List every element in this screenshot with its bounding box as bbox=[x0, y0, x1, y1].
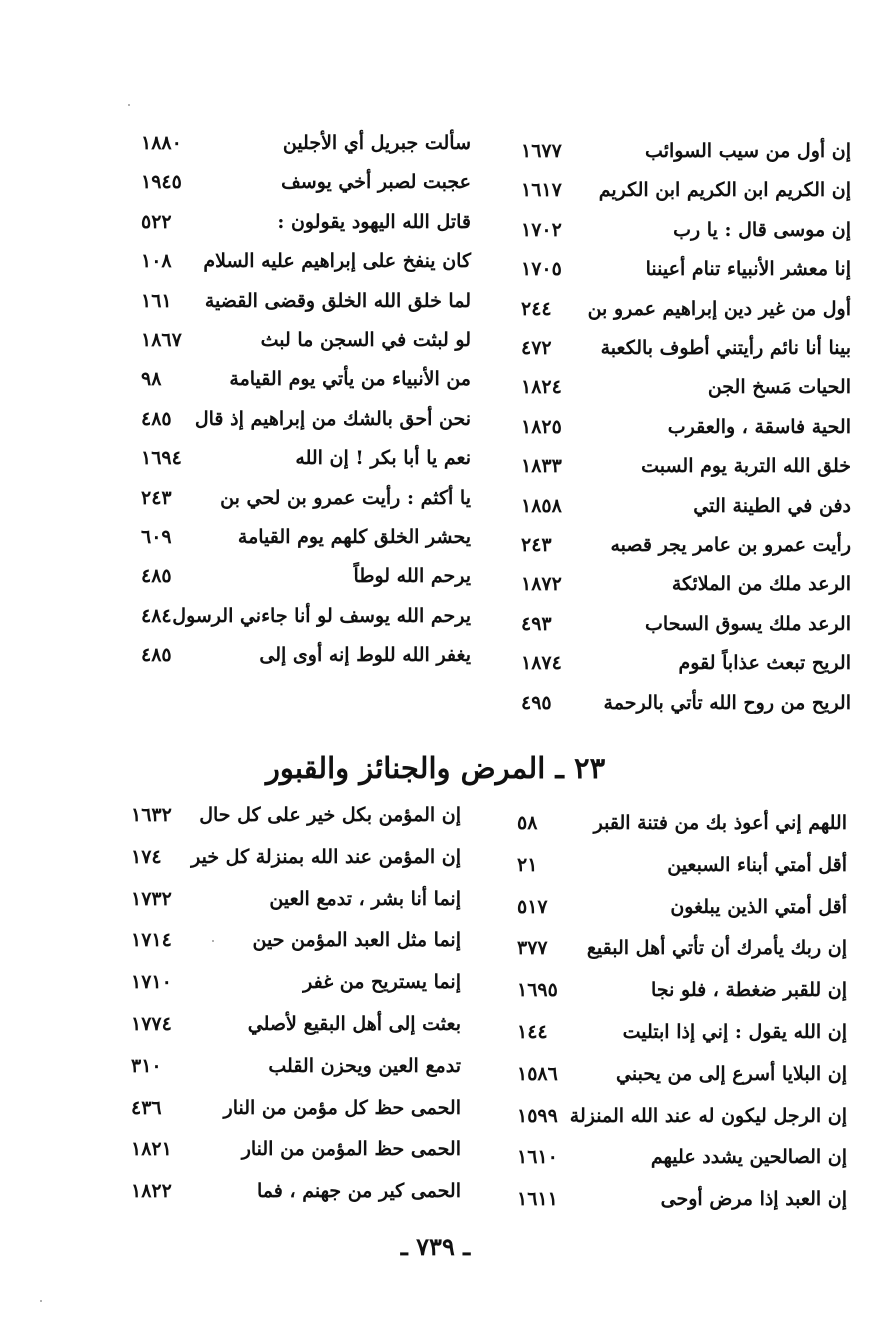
entry-number: ١٧٤ bbox=[131, 845, 162, 868]
entry-number: ١٧٠٥ bbox=[521, 258, 562, 281]
entry-text: إن البلايا أسرع إلى من يحبني bbox=[616, 1062, 847, 1085]
entry-number: ١٦٧٧ bbox=[521, 140, 562, 162]
index-entry bbox=[517, 1101, 847, 1131]
index-entry bbox=[141, 246, 471, 276]
entry-number: ٩٨ bbox=[141, 368, 162, 391]
index-entry bbox=[141, 601, 471, 631]
index-entry bbox=[141, 522, 471, 552]
entry-text: تدمع العين ويحزن القلب bbox=[268, 1054, 461, 1077]
entry-number: ٤٨٤ bbox=[141, 604, 172, 627]
section-heading: ٢٣ ـ المرض والجنائز والقبور bbox=[265, 751, 606, 785]
entry-text: إن الرجل ليكون له عند الله المنزلة bbox=[569, 1104, 847, 1127]
entry-number: ١٦١٠ bbox=[517, 1146, 558, 1169]
entry-number: ١٦٣٢ bbox=[131, 804, 172, 826]
entry-text: أقل أمتي الذين يبلغون bbox=[670, 895, 847, 918]
index-entry bbox=[131, 925, 461, 955]
index-entry bbox=[521, 569, 851, 599]
entry-number: ١٨٦٧ bbox=[141, 329, 182, 351]
entry-number: ٣١٠ bbox=[131, 1054, 162, 1077]
index-entry bbox=[141, 325, 471, 355]
entry-text: إنا معشر الأنبياء تنام أعيننا bbox=[645, 258, 851, 281]
entry-number: ١٤٤ bbox=[517, 1021, 548, 1043]
entry-text: نحن أحق بالشك من إبراهيم إذ قال bbox=[194, 407, 471, 430]
entry-text: الريح من روح الله تأتي بالرحمة bbox=[603, 691, 851, 714]
index-entry bbox=[141, 483, 471, 513]
entry-text: إن الكريم ابن الكريم ابن الكريم bbox=[598, 179, 851, 202]
entry-number: ١٨٧٢ bbox=[521, 573, 562, 596]
entry-text: الرعد ملك يسوق السحاب bbox=[645, 612, 851, 635]
entry-number: ٤٨٥ bbox=[141, 565, 172, 588]
index-entry bbox=[521, 333, 851, 363]
entry-text: لما خلق الله الخلق وقضى القضية bbox=[204, 289, 471, 312]
entry-text: نعم يا أبا بكر ! إن الله bbox=[295, 447, 471, 470]
index-entry bbox=[517, 850, 847, 880]
entry-text: بعثت إلى أهل البقيع لأصلي bbox=[247, 1013, 461, 1035]
index-entry bbox=[131, 1009, 461, 1039]
entry-text: إن الصالحين يشدد عليهم bbox=[650, 1146, 847, 1169]
index-entry bbox=[521, 254, 851, 284]
entry-text: إن المؤمن عند الله بمنزلة كل خير bbox=[191, 845, 461, 868]
entry-number: ١٩٤٥ bbox=[141, 171, 182, 194]
entry-text: الحيات مَسخ الجن bbox=[707, 376, 851, 399]
index-entry bbox=[131, 842, 461, 872]
index-entry bbox=[517, 892, 847, 922]
entry-text: كان ينفخ على إبراهيم عليه السلام bbox=[203, 250, 471, 273]
index-entry bbox=[517, 1059, 847, 1089]
entry-number: ١٨٢٢ bbox=[131, 1180, 172, 1203]
index-entry bbox=[517, 1142, 847, 1172]
entry-text: إنما مثل العبد المؤمن حين bbox=[252, 929, 461, 952]
entry-text: إن أول من سيب السوائب bbox=[645, 140, 851, 162]
scan-speck bbox=[212, 940, 214, 942]
entry-number: ١٨٣٣ bbox=[521, 455, 562, 478]
index-entry bbox=[521, 451, 851, 481]
entry-number: ٦٠٩ bbox=[141, 526, 172, 548]
entry-number: ٤٨٥ bbox=[141, 644, 172, 667]
entry-number: ١٦١١ bbox=[517, 1188, 558, 1211]
index-entry bbox=[521, 530, 851, 560]
entry-text: دفن في الطينة التي bbox=[693, 494, 851, 517]
entry-text: إن المؤمن بكل خير على كل حال bbox=[199, 804, 461, 826]
index-entry bbox=[521, 175, 851, 205]
entry-number: ١٦٩٥ bbox=[517, 979, 558, 1002]
index-entry bbox=[141, 404, 471, 434]
entry-text: إنما أنا بشر ، تدمع العين bbox=[269, 887, 461, 910]
entry-text: يا أكثم : رأيت عمرو بن لحي بن bbox=[220, 486, 471, 509]
entry-number: ١٦١ bbox=[141, 289, 172, 312]
index-entry bbox=[521, 491, 851, 521]
index-entry bbox=[131, 884, 461, 914]
entry-text: من الأنبياء من يأتي يوم القيامة bbox=[229, 368, 471, 391]
entry-text: إن العبد إذا مرض أوحى bbox=[660, 1188, 847, 1211]
index-entry bbox=[521, 688, 851, 718]
index-entry bbox=[131, 1051, 461, 1081]
entry-number: ٢٤٣ bbox=[141, 486, 172, 509]
index-entry bbox=[131, 800, 461, 830]
entry-text: يرحم الله لوطاً bbox=[353, 565, 471, 588]
entry-number: ١٥٨٦ bbox=[517, 1062, 558, 1085]
entry-text: عجبت لصبر أخي يوسف bbox=[281, 171, 471, 194]
entry-number: ٥٨ bbox=[517, 812, 538, 834]
index-entry bbox=[521, 215, 851, 245]
entry-number: ٤٣٦ bbox=[131, 1096, 162, 1119]
entry-number: ١٥٩٩ bbox=[517, 1104, 558, 1127]
entry-text: أقل أمتي أبناء السبعين bbox=[667, 853, 847, 876]
index-entry bbox=[517, 975, 847, 1005]
index-entry bbox=[131, 1134, 461, 1164]
index-entry bbox=[521, 609, 851, 639]
entry-number: ١٧١٤ bbox=[131, 929, 172, 952]
entry-text: اللهم إني أعوذ بك من فتنة القبر bbox=[593, 812, 847, 834]
entry-text: سألت جبريل أي الأجلين bbox=[282, 132, 471, 154]
entry-number: ١٦٩٤ bbox=[141, 447, 182, 470]
index-entry bbox=[141, 561, 471, 591]
index-entry bbox=[517, 933, 847, 963]
index-entry bbox=[517, 1184, 847, 1214]
index-entry bbox=[521, 648, 851, 678]
entry-number: ٣٧٧ bbox=[517, 937, 548, 960]
entry-number: ١٠٨ bbox=[141, 250, 172, 273]
entry-text: لو لبثت في السجن ما لبث bbox=[260, 329, 471, 351]
entry-number: ٢١ bbox=[517, 853, 538, 876]
entry-text: يغفر الله للوط إنه أوى إلى bbox=[259, 644, 471, 667]
entry-text: أول من غير دين إبراهيم عمرو بن bbox=[587, 297, 851, 320]
entry-number: ٥١٧ bbox=[517, 895, 548, 918]
entry-number: ١٨٧٤ bbox=[521, 652, 562, 675]
entry-number: ٤٩٣ bbox=[521, 612, 552, 635]
entry-text: الحمى حظ المؤمن من النار bbox=[241, 1138, 461, 1161]
entry-text: إن ربك يأمرك أن تأتي أهل البقيع bbox=[586, 937, 847, 960]
index-entry bbox=[131, 1176, 461, 1206]
entry-text: الحية فاسقة ، والعقرب bbox=[667, 415, 851, 438]
entry-number: ٤٨٥ bbox=[141, 407, 172, 430]
index-entry bbox=[141, 286, 471, 316]
entry-text: إن الله يقول : إني إذا ابتليت bbox=[622, 1021, 847, 1043]
index-entry bbox=[141, 364, 471, 394]
index-entry bbox=[141, 167, 471, 197]
entry-text: إن موسى قال : يا رب bbox=[673, 218, 851, 241]
entry-text: خلق الله التربة يوم السبت bbox=[641, 455, 851, 478]
entry-text: الحمى حظ كل مؤمن من النار bbox=[223, 1096, 461, 1119]
entry-number: ٥٢٢ bbox=[141, 210, 172, 233]
entry-number: ١٨٥٨ bbox=[521, 494, 562, 517]
entry-number: ٤٩٥ bbox=[521, 691, 552, 714]
index-entry bbox=[141, 640, 471, 670]
entry-text: بينا أنا نائم رأيتني أطوف بالكعبة bbox=[600, 337, 851, 359]
index-entry bbox=[141, 443, 471, 473]
index-entry bbox=[141, 207, 471, 237]
entry-text: يرحم الله يوسف لو أنا جاءني الرسول bbox=[172, 604, 471, 627]
entry-text: قاتل الله اليهود يقولون : bbox=[277, 210, 471, 233]
entry-number: ١٧٣٢ bbox=[131, 887, 172, 910]
index-entry bbox=[131, 967, 461, 997]
index-entry bbox=[521, 294, 851, 324]
index-entry bbox=[141, 128, 471, 158]
page-number: ـ ٧٣٩ ـ bbox=[400, 1232, 471, 1261]
entry-text: الرعد ملك من الملائكة bbox=[671, 573, 851, 596]
index-entry bbox=[517, 1017, 847, 1047]
entry-number: ١٧٠٢ bbox=[521, 218, 562, 241]
scan-speck bbox=[40, 1300, 42, 1302]
entry-text: الحمى كير من جهنم ، فما bbox=[257, 1180, 461, 1203]
index-entry bbox=[521, 136, 851, 166]
entry-number: ١٦١٧ bbox=[521, 179, 562, 202]
entry-text: يحشر الخلق كلهم يوم القيامة bbox=[237, 526, 471, 548]
entry-text: الريح تبعث عذاباً لقوم bbox=[678, 652, 851, 675]
entry-number: ٤٧٢ bbox=[521, 337, 552, 359]
entry-number: ١٨٨٠ bbox=[141, 132, 182, 154]
entry-number: ١٨٢١ bbox=[131, 1138, 172, 1161]
entry-number: ٢٤٤ bbox=[521, 297, 552, 320]
index-entry bbox=[521, 372, 851, 402]
index-entry bbox=[131, 1093, 461, 1123]
entry-text: إنما يستريح من غفر bbox=[303, 971, 461, 994]
entry-number: ١٨٢٥ bbox=[521, 415, 562, 438]
entry-number: ١٧٧٤ bbox=[131, 1013, 172, 1035]
scan-speck bbox=[128, 104, 130, 106]
index-entry bbox=[517, 808, 847, 838]
entry-text: رأيت عمرو بن عامر يجر قصبه bbox=[610, 534, 851, 556]
entry-text: إن للقبر ضغطة ، فلو نجا bbox=[651, 979, 847, 1002]
entry-number: ١٨٢٤ bbox=[521, 376, 562, 399]
entry-number: ١٧١٠ bbox=[131, 971, 172, 994]
index-entry bbox=[521, 412, 851, 442]
entry-number: ٢٤٣ bbox=[521, 534, 552, 556]
